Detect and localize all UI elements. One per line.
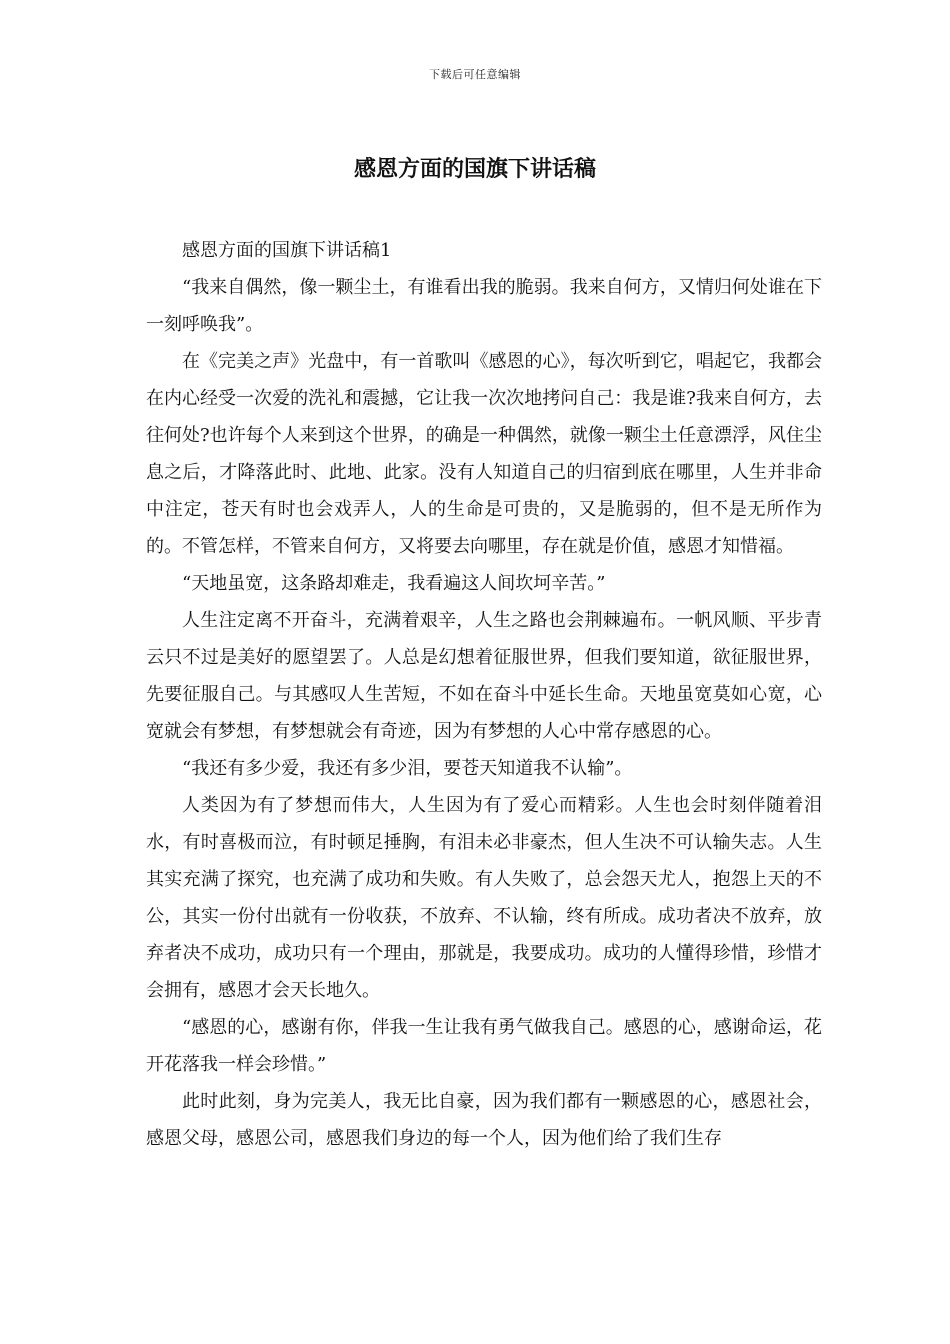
paragraph: “天地虽宽，这条路却难走，我看遍这人间坎坷辛苦。” [182,573,606,594]
paragraph: 在《完美之声》光盘中，有一首歌叫《感恩的心》，每次听到它，唱起它，我都会在内心经受一次爱的洗礼和震撼，它让我一次次地拷问自己：我是谁?我来自何方，去往何处?也许每个人来到这个世界，的确是一种偶然，就像一颗尘土任意漂浮，风住尘息之后，才降落此时、此地、此家。没有人知道自己的归宿到底在哪里，人生并非命中注定，苍天有时也会戏弄人，人的生命是可贵的，又是脆弱的，但不是无所作为的。不管怎样，不管来自何方，又将要去向哪里，存在就是价值，感恩才知惜福。 [146,351,822,557]
paragraph: 感恩方面的国旗下讲话稿1 [182,240,392,261]
document-title: 感恩方面的国旗下讲话稿 [353,156,596,182]
paragraph: 人生注定离不开奋斗，充满着艰辛，人生之路也会荆棘遍布。一帆风顺、平步青云只不过是美好的愿望罢了。人总是幻想着征服世界，但我们要知道，欲征服世界，先要征服自己。与其感叹人生苦短，不如在奋斗中延长生命。天地虽宽莫如心宽，心宽就会有梦想，有梦想就会有奇迹，因为有梦想的人心中常存感恩的心。 [146,610,822,742]
paragraph: “我来自偶然，像一颗尘土，有谁看出我的脆弱。我来自何方，又情归何处谁在下一刻呼唤我”。 [146,277,822,335]
header-note: 下载后可任意编辑 [429,68,521,81]
paragraph: 人类因为有了梦想而伟大，人生因为有了爱心而精彩。人生也会时刻伴随着泪水，有时喜极而泣，有时顿足捶胸，有泪未必非豪杰，但人生决不可认输失志。人生其实充满了探究，也充满了成功和失败。有人失败了，总会怨天尤人，抱怨上天的不公，其实一份付出就有一份收获，不放弃、不认输，终有所成。成功者决不放弃，放弃者决不成功，成功只有一个理由，那就是，我要成功。成功的人懂得珍惜，珍惜才会拥有，感恩才会天长地久。 [146,795,822,1001]
paragraph: “感恩的心，感谢有你，伴我一生让我有勇气做我自己。感恩的心，感谢命运，花开花落我一样会珍惜。” [146,1017,822,1075]
paragraph: “我还有多少爱，我还有多少泪，要苍天知道我不认输”。 [182,758,633,779]
paragraph: 此时此刻，身为完美人，我无比自豪，因为我们都有一颗感恩的心，感恩社会，感恩父母，感恩公司，感恩我们身边的每一个人，因为他们给了我们生存 [146,1091,822,1149]
document-body [146,232,822,1157]
